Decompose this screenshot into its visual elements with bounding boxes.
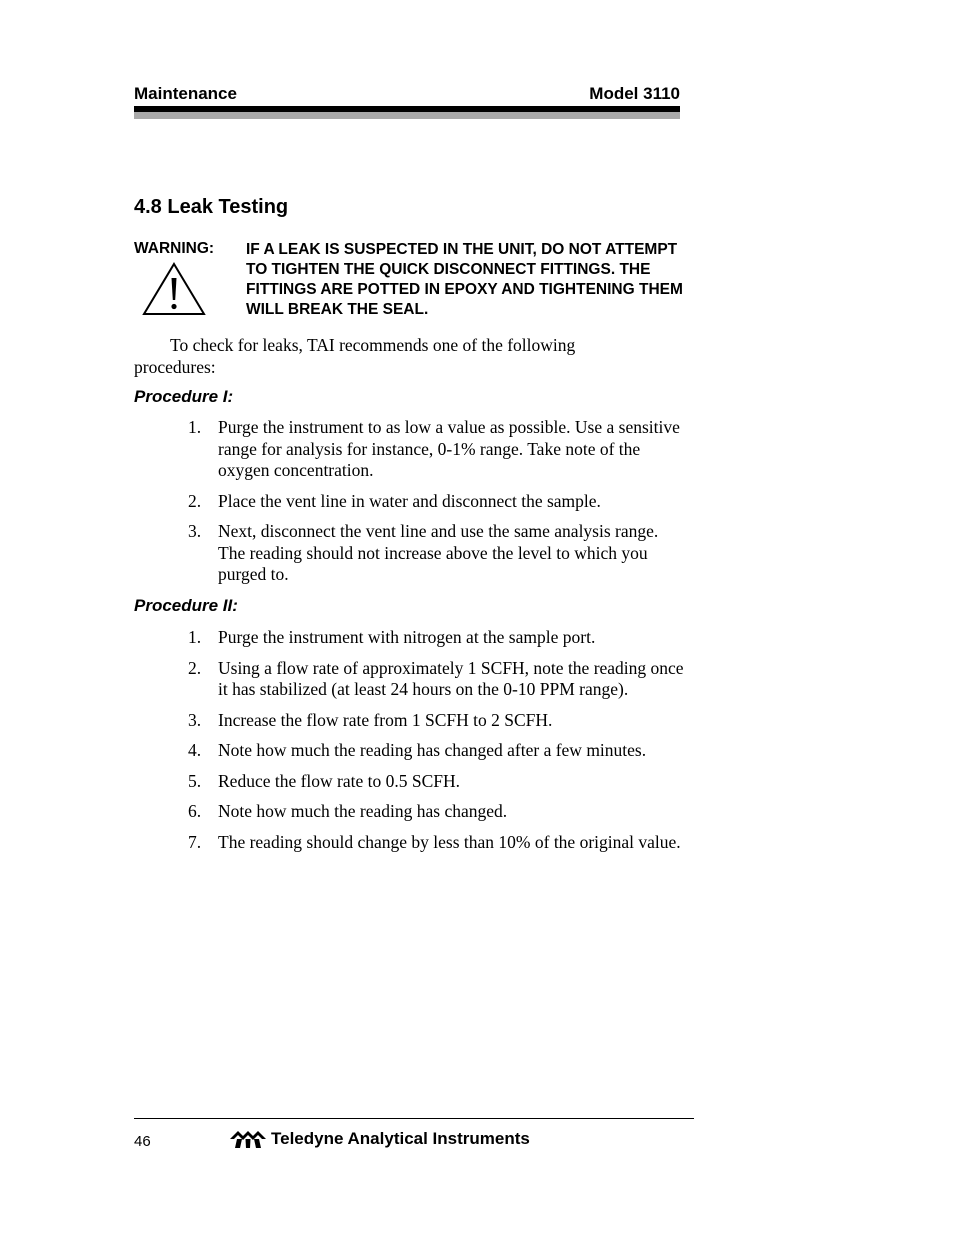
- step-text: Next, disconnect the vent line and use the same analysis range. The reading should not increase above the level to which you purged to.: [218, 521, 659, 584]
- step-text: Using a flow rate of approximately 1 SCFH, note the reading once it has stabilized (at least 24 hours on the 0-10 PPM range).: [218, 657, 684, 699]
- procedure-2-steps: [188, 627, 688, 862]
- step-number: 1.: [188, 627, 202, 647]
- header-model: Model 3110: [589, 84, 680, 103]
- step-number: 2.: [188, 490, 202, 511]
- list-item: [188, 710, 688, 732]
- list-item: [188, 521, 688, 586]
- procedure-2-heading: Procedure II:: [134, 596, 238, 615]
- step-number: 4.: [188, 740, 202, 760]
- list-item: [188, 658, 688, 701]
- header-section-title: Maintenance: [134, 84, 237, 103]
- step-text: Purge the instrument with nitrogen at the sample port.: [218, 627, 596, 647]
- list-item: [188, 771, 688, 793]
- step-text: Reduce the flow rate to 0.5 SCFH.: [218, 770, 461, 791]
- list-item: [188, 801, 688, 823]
- procedure-1-steps: [188, 417, 688, 595]
- step-text: Note how much the reading has changed after a few minutes.: [218, 740, 647, 760]
- footer-brand: Teledyne Analytical Instruments: [271, 1129, 530, 1148]
- warning-triangle-icon: [142, 262, 206, 316]
- teledyne-logo-icon: [229, 1129, 267, 1149]
- step-number: 5.: [188, 770, 202, 791]
- list-item: [188, 491, 688, 513]
- step-number: 3.: [188, 521, 202, 541]
- step-text: Place the vent line in water and disconnect the sample.: [218, 490, 601, 511]
- warning-text: IF A LEAK IS SUSPECTED IN THE UNIT, DO NOT ATTEMPT TO TIGHTEN THE QUICK DISCONNECT FITTINGS. THE FITTINGS ARE POTTED IN EPOXY AND TIGHTENING THEM WILL BREAK THE SEAL.: [246, 241, 683, 318]
- intro-paragraph: To check for leaks, TAI recommends one of the following procedures:: [134, 335, 576, 377]
- step-number: 7.: [188, 831, 202, 852]
- step-number: 2.: [188, 657, 202, 678]
- header-rule-shadow: [134, 112, 680, 119]
- list-item: [188, 832, 688, 854]
- procedure-1-heading: Procedure I:: [134, 387, 234, 406]
- footer-rule: [134, 1118, 694, 1119]
- step-number: 1.: [188, 417, 202, 437]
- warning-label: WARNING:: [134, 240, 215, 257]
- step-text: Increase the flow rate from 1 SCFH to 2 SCFH.: [218, 709, 553, 730]
- list-item: [188, 417, 688, 482]
- step-number: 3.: [188, 709, 202, 730]
- section-title: 4.8 Leak Testing: [134, 196, 289, 218]
- step-text: Purge the instrument to as low a value as possible. Use a sensitive range for analysis for instance, 0-1% range. Take note of the oxygen concentration.: [218, 417, 680, 480]
- step-text: Note how much the reading has changed.: [218, 801, 508, 821]
- list-item: [188, 740, 688, 762]
- page-number: 46: [134, 1133, 151, 1150]
- step-number: 6.: [188, 801, 202, 821]
- step-text: The reading should change by less than 10% of the original value.: [218, 831, 681, 852]
- list-item: [188, 627, 688, 649]
